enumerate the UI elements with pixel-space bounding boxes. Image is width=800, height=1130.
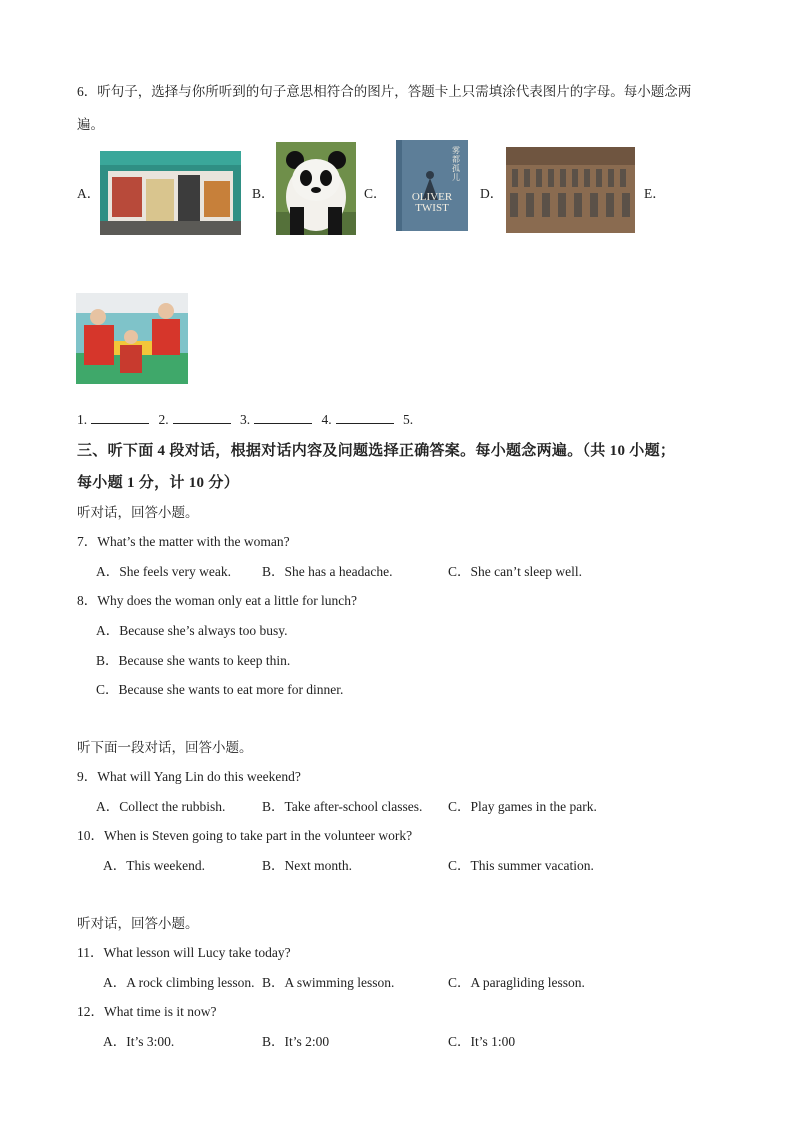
book-cover-title: OLIVER TWIST [411, 191, 453, 214]
q7-option-a[interactable]: A．She feels very weak. [96, 564, 231, 579]
picture-label-a: A． [77, 186, 101, 201]
question-9: 9．What will Yang Lin do this weekend? [77, 769, 301, 784]
answer-blank-3[interactable] [254, 411, 312, 424]
q10-option-a[interactable]: A．This weekend. [103, 858, 205, 873]
picture-b-panda [276, 142, 356, 235]
q8-option-a[interactable]: A．Because she’s always too busy. [96, 623, 288, 638]
q7-option-c[interactable]: C．She can’t sleep well. [448, 564, 582, 579]
picture-label-d: D． [480, 186, 504, 201]
question-7: 7．What’s the matter with the woman? [77, 534, 290, 549]
picture-d-terracotta-warriors [506, 147, 635, 233]
book-cover-cn-title: 雾都孤儿 [452, 146, 460, 182]
picture-label-b: B． [252, 186, 275, 201]
q10-option-c[interactable]: C．This summer vacation. [448, 858, 594, 873]
answer-blanks [77, 411, 413, 428]
q12-option-a[interactable]: A．It’s 3:00. [103, 1034, 175, 1049]
picture-label-e: E． [644, 186, 666, 201]
picture-a-shop [100, 151, 241, 235]
answer-blank-2[interactable] [173, 411, 231, 424]
q9-option-a[interactable]: A．Collect the rubbish. [96, 799, 226, 814]
answer-blank-1[interactable] [91, 411, 149, 424]
picture-e-volunteers-with-children [76, 293, 188, 384]
question-8: 8．Why does the woman only eat a little for lunch? [77, 593, 358, 608]
q11-option-b[interactable]: B．A swimming lesson. [262, 975, 395, 990]
q6-instruction-line1: 6．听句子，选择与你所听到的句子意思相符合的图片，答题卡上只需填涂代表图片的字母。每小题念两 [77, 84, 692, 99]
q11-option-c[interactable]: C．A paragliding lesson. [448, 975, 585, 990]
dialogue-3-intro: 听对话，回答小题。 [77, 916, 199, 931]
q6-instruction-line2: 遍。 [77, 117, 104, 132]
answer-number-3: 3. [240, 412, 251, 427]
q12-option-c[interactable]: C．It’s 1:00 [448, 1034, 516, 1049]
answer-number-5: 5. [403, 412, 414, 427]
dialogue-2-intro: 听下面一段对话，回答小题。 [77, 740, 253, 755]
q9-option-b[interactable]: B．Take after-school classes. [262, 799, 423, 814]
section3-heading-line2: 每小题 1 分，计 10 分） [77, 475, 240, 491]
q10-option-b[interactable]: B．Next month. [262, 858, 352, 873]
question-10: 10．When is Steven going to take part in the volunteer work? [77, 828, 413, 843]
question-12: 12．What time is it now? [77, 1004, 217, 1019]
q7-option-b[interactable]: B．She has a headache. [262, 564, 393, 579]
q8-option-b[interactable]: B．Because she wants to keep thin. [96, 653, 291, 668]
answer-number-2: 2. [158, 412, 169, 427]
q11-option-a[interactable]: A．A rock climbing lesson. [103, 975, 255, 990]
dialogue-1-intro: 听对话，回答小题。 [77, 505, 199, 520]
question-11: 11．What lesson will Lucy take today? [77, 945, 291, 960]
picture-c-book-oliver-twist [396, 140, 468, 231]
answer-blank-4[interactable] [336, 411, 394, 424]
answer-number-4: 4. [321, 412, 332, 427]
q12-option-b[interactable]: B．It’s 2:00 [262, 1034, 330, 1049]
q8-option-c[interactable]: C．Because she wants to eat more for dinner. [96, 682, 344, 697]
picture-label-c: C． [364, 186, 387, 201]
answer-number-1: 1. [77, 412, 88, 427]
q9-option-c[interactable]: C．Play games in the park. [448, 799, 597, 814]
section3-heading-line1: 三、听下面 4 段对话，根据对话内容及问题选择正确答案。每小题念两遍。（共 10 小题； [77, 443, 676, 459]
